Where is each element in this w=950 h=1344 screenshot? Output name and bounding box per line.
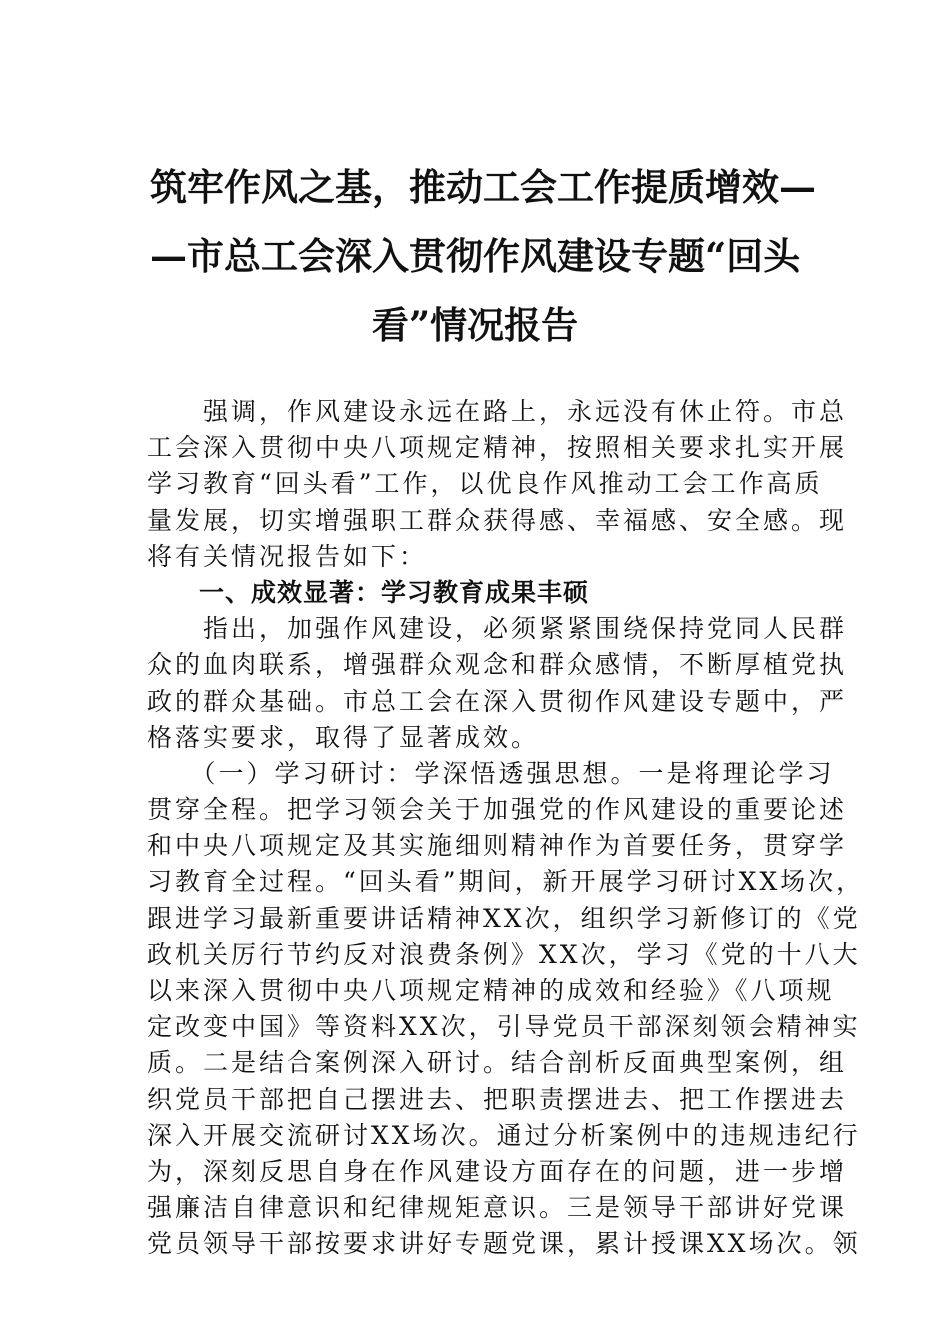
text-line: 党员领导干部按要求讲好专题党课，累计授课XX场次。领 [147, 1229, 861, 1259]
text-line: 深入开展交流研讨XX场次。通过分析案例中的违规违纪行 [147, 1120, 861, 1150]
text-line: 强调，作风建设永远在路上，永远没有休止符。市总 [147, 397, 848, 426]
document-body [147, 394, 865, 1263]
text-line: 为，深刻反思自身在作风建设方面存在的问题，进一步增 [147, 1156, 848, 1186]
text-line: 织党员干部把自己摆进去、把职责摆进去、把工作摆进去 [147, 1084, 848, 1114]
text-line: 将有关情况报告如下： [147, 541, 428, 571]
text-line: 学习教育“回头看”工作，以优良作风推动工会工作高质 [147, 469, 823, 499]
text-line: 众的血肉联系，增强群众观念和群众感情，不断厚植党执 [147, 650, 848, 680]
text-line: 政机关厉行节约反对浪费条例》XX次，学习《党的十八大 [147, 939, 861, 969]
text-line: 工会深入贯彻中央八项规定精神，按照相关要求扎实开展 [147, 433, 848, 463]
text-line: 以来深入贯彻中央八项规定精神的成效和经验》《八项规 [147, 976, 835, 1005]
intro-paragraph [147, 394, 848, 575]
section-1-heading: 一、成效显著：学习教育成果丰硕 [147, 577, 590, 607]
text-line: 政的群众基础。市总工会在深入贯彻作风建设专题中，严 [147, 686, 848, 716]
text-line: 贯穿全程。把学习领会关于加强党的作风建设的重要论述 [147, 795, 848, 825]
text-line: （一）学习研讨：学深悟透强思想。一是将理论学习 [147, 758, 835, 788]
text-line: 强廉洁自律意识和纪律规矩意识。三是领导干部讲好党课 [147, 1193, 848, 1223]
text-line: 质。二是结合案例深入研讨。结合剖析反面典型案例，组 [147, 1048, 848, 1078]
text-line: 跟进学习最新重要讲话精神XX次，组织学习新修订的《党 [147, 903, 861, 933]
document-title [150, 153, 816, 360]
text-line: 和中央八项规定及其实施细则精神作为首要任务，贯穿学 [147, 831, 848, 861]
title-line-2: —市总工会深入贯彻作风建设专题“回头 [150, 234, 801, 278]
title-line-1: 筑牢作风之基，推动工会工作提质增效— [150, 165, 816, 209]
title-line-3: 看”情况报告 [371, 303, 579, 347]
subsection-1-paragraph [147, 756, 865, 1263]
text-line: 定改变中国》等资料XX次，引导党员干部深刻领会精神实 [147, 1012, 861, 1042]
text-line: 指出，加强作风建设，必须紧紧围绕保持党同人民群 [147, 614, 848, 644]
section-1-paragraph [147, 611, 848, 756]
text-line: 习教育全过程。“回头看”期间，新开展学习研讨XX场次， [147, 867, 865, 897]
text-line: 格落实要求，取得了显著成效。 [147, 722, 540, 752]
text-line: 量发展，切实增强职工群众获得感、幸福感、安全感。现 [147, 505, 848, 535]
